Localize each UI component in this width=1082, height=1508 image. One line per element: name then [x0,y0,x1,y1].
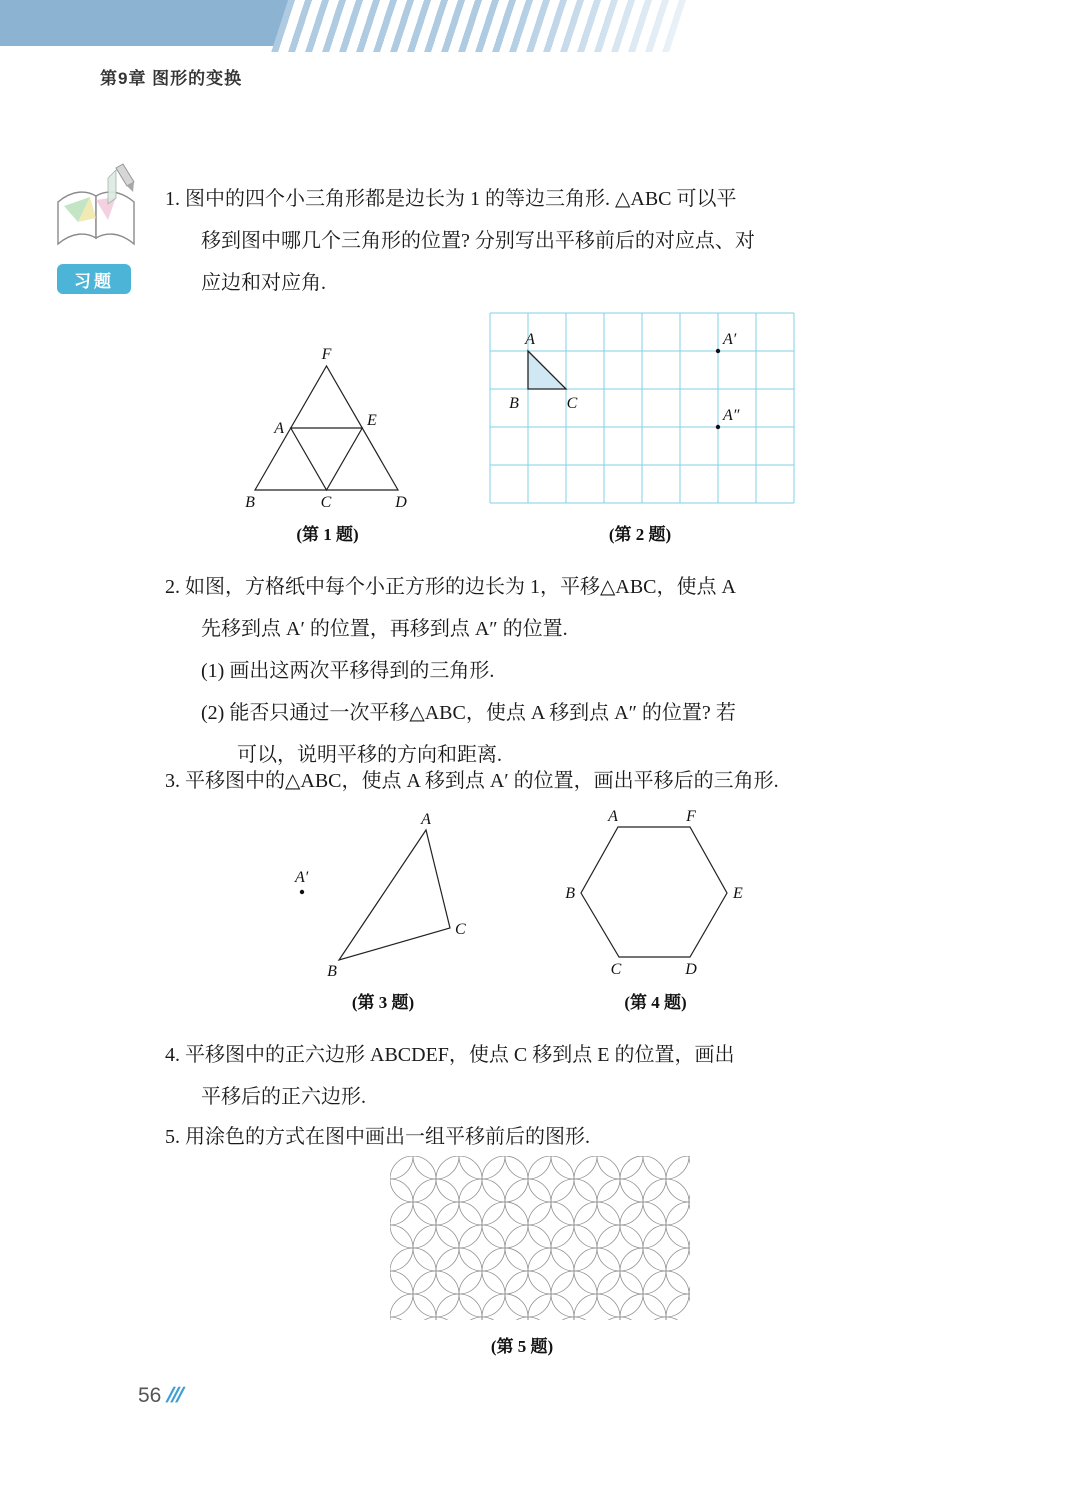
figure-4-caption: (第 4 题) [624,993,687,1012]
header-band-stripes [271,0,688,52]
label-A: A [608,808,618,825]
problem-5-line-1: 5. 用涂色的方式在图中画出一组平移前后的图形. [165,1126,590,1148]
label-A: A [274,420,284,437]
problem-4-line-1: 4. 平移图中的正六边形 ABCDEF，使点 C 移到点 E 的位置，画出 [165,1044,735,1066]
pencil-icon [116,164,134,186]
problem-2 [165,566,940,776]
label-B: B [565,885,575,902]
point-a-prime-dot [716,349,720,353]
label-C: C [610,961,622,978]
label-A-prime: A′ [723,331,737,348]
grid-lines [490,313,794,503]
problem-3-line-1: 3. 平移图中的△ABC，使点 A 移到点 A′ 的位置，画出平移后的三角形. [165,770,779,792]
problem-2-line-1: 2. 如图，方格纸中每个小正方形的边长为 1，平移△ABC，使点 A [165,576,736,598]
exercises-book-icon [50,160,142,260]
figure-5-pattern [390,1156,690,1320]
problem-3 [165,760,940,802]
figure-2-grid [487,310,797,506]
label-B: B [245,494,255,511]
figure-5-caption: (第 5 题) [490,1337,554,1356]
figure-3-triangle [288,812,478,992]
label-B: B [327,963,337,980]
problem-2-sub-1: (1) 画出这两次平移得到的三角形. [201,660,495,682]
figure-3-caption: (第 3 题) [351,993,415,1012]
exercises-badge: 习题 [57,264,131,294]
hexagon-abcdef [581,827,727,957]
header-band-solid [0,0,300,46]
figure-3-labels [294,812,466,980]
footer-slashes-decoration: /// [165,1384,184,1407]
page-number: 56 [138,1384,162,1407]
chapter-header: 第9章 图形的变换 [100,69,243,88]
problem-2-sub-2: (2) 能否只通过一次平移△ABC，使点 A 移到点 A″ 的位置? 若 [201,702,736,724]
figure-1-triangles [240,345,415,515]
page-footer [138,1384,182,1408]
figure-2-caption: (第 2 题) [608,525,672,544]
problem-1-line-2: 移到图中哪几个三角形的位置? 分别写出平移前后的对应点、对 [201,230,755,252]
label-A-dprime: A″ [723,407,740,424]
book-flip-page [108,170,116,204]
problem-1 [165,178,940,304]
figure-4-hexagon [563,808,748,983]
problem-5 [165,1116,940,1158]
problem-4 [165,1034,940,1118]
problem-4-line-2: 平移后的正六边形. [201,1086,366,1108]
label-A: A [525,331,535,348]
problem-2-sub-2-cont: 可以，说明平移的方向和距离. [237,744,502,766]
label-C: C [455,921,466,938]
figure-4-labels [565,808,743,978]
point-a-dprime-dot [716,425,720,429]
label-A-prime: A′ [295,869,309,886]
petal-pattern [390,1156,690,1320]
label-C: C [566,395,578,412]
problem-1-line-1: 1. 图中的四个小三角形都是边长为 1 的等边三角形. △ABC 可以平 [165,188,737,210]
label-E: E [733,885,743,902]
problem-1-line-3: 应边和对应角. [201,272,326,294]
label-D: D [395,494,407,511]
label-E: E [367,412,377,429]
label-F: F [686,808,696,825]
label-A: A [421,812,431,828]
figure-1-caption: (第 1 题) [296,525,359,544]
label-D: D [685,961,697,978]
label-C: C [320,494,332,511]
inner-triangle [291,428,363,490]
label-B: B [509,395,519,412]
triangle-abc [339,830,450,960]
problem-2-line-2: 先移到点 A′ 的位置，再移到点 A″ 的位置. [201,618,568,640]
label-F: F [321,346,332,363]
point-a-prime-dot [300,890,304,894]
triangle-abc [528,351,566,389]
